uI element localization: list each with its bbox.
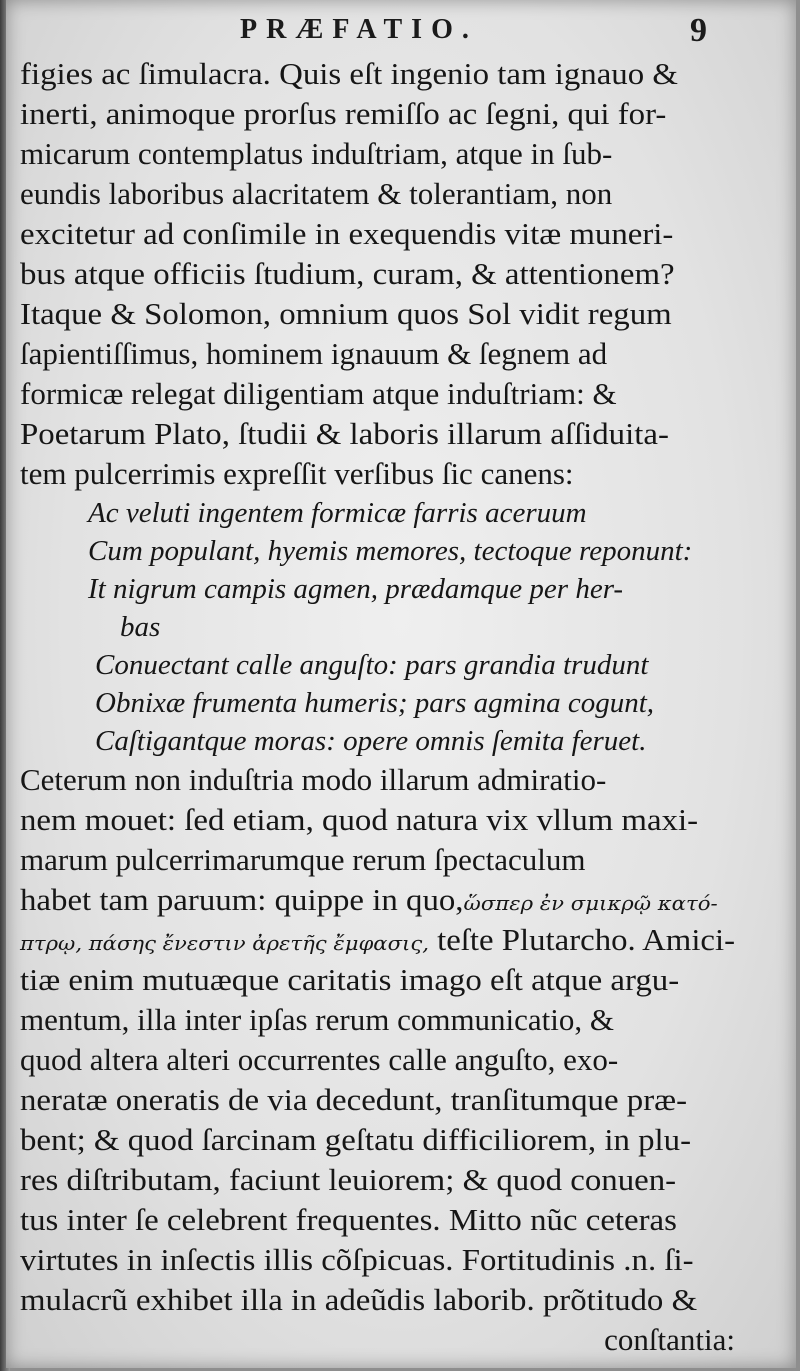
text-line: marum pulcerrimarumque rerum ſpectaculum [20,842,586,877]
verse-line: Conuectant calle anguſto: pars grandia trudunt [95,649,649,681]
verse-quotation [20,494,735,760]
text-line: bus atque officiis ſtudium, curam, & attentionem? [20,256,675,291]
text-line: eundis laboribus alacritatem & tolerantiam, non [20,176,613,211]
verse-line: Caſtigantque moras: opere omnis ſemita feruet. [95,725,647,757]
text-line: virtutes in inſectis illis cõſpicuas. Fortitudinis .n. ſi- [20,1242,694,1277]
text-line: nem mouet: ſed etiam, quod natura vix vllum maxi- [20,802,699,837]
text-line: micarum contemplatus induſtriam, atque in ſub- [20,136,613,171]
text-line: inerti, animoque prorſus remiſſo ac ſegni, qui for- [20,96,667,131]
greek-quotation: ὥσπερ ἐν σμικρῷ κατό- [463,891,718,915]
verse-line: It nigrum campis agmen, prædamque per her- [88,573,624,605]
text-line: tiæ enim mutuæque caritatis imago eſt atque argu- [20,962,680,997]
text-line: Poetarum Plato, ſtudii & laboris illarum aſſiduita- [20,416,669,451]
text-line: res diſtributam, faciunt leuiorem; & quod conuen- [20,1162,677,1197]
text-line: formicæ relegat diligentiam atque induſtriam: & [20,376,617,411]
text-line: ſapientiſſimus, hominem ignauum & ſegnem ad [20,336,608,371]
text-line: mulacrũ exhibet illa in adeũdis laborib. prõtitudo & [20,1282,698,1317]
greek-quotation: πτρῳ, πάσης ἔνεστιν ἀρετῆς ἔμφασις, [20,931,429,955]
text-line: tus inter ſe celebrent frequentes. Mitto nũc ceteras [20,1202,677,1237]
text-line: Itaque & Solomon, omnium quos Sol vidit regum [20,296,672,331]
text-line: figies ac ſimulacra. Quis eſt ingenio tam ignauo & [20,56,678,91]
page-header [0,12,800,52]
text-line: Ceterum non induſtria modo illarum admiratio- [20,762,607,797]
text-line: neratæ oneratis de via decedunt, tranſitumque præ- [20,1082,688,1117]
text-line [20,920,777,960]
text-line: quod altera alteri occurrentes calle anguſto, exo- [20,1042,619,1077]
verse-line: bas [120,611,161,643]
text-fragment: teſte Plutarcho. Amici- [428,922,736,957]
text-line: tem pulcerrimis expreſſit verſibus ſic canens: [20,456,574,491]
running-head: PRÆFATIO. [240,14,478,45]
text-fragment: habet tam paruum: quippe in quo, [20,882,464,917]
verse-line: Cum populant, hyemis memores, tectoque reponunt: [88,535,693,567]
verse-line: Obnixæ frumenta humeris; pars agmina cogunt, [95,687,655,719]
text-line: bent; & quod ſarcinam geſtatu difficiliorem, in plu- [20,1122,692,1157]
text-line: mentum, illa inter ipſas rerum communicatio, & [20,1002,615,1037]
catchword: conſtantia: [604,1322,735,1357]
page-body [20,54,735,1360]
text-line [20,880,778,920]
page-number: 9 [690,12,707,49]
verse-line: Ac veluti ingentem formicæ farris aceruum [88,497,587,529]
text-line: excitetur ad conſimile in exequendis vitæ muneri- [20,216,674,251]
